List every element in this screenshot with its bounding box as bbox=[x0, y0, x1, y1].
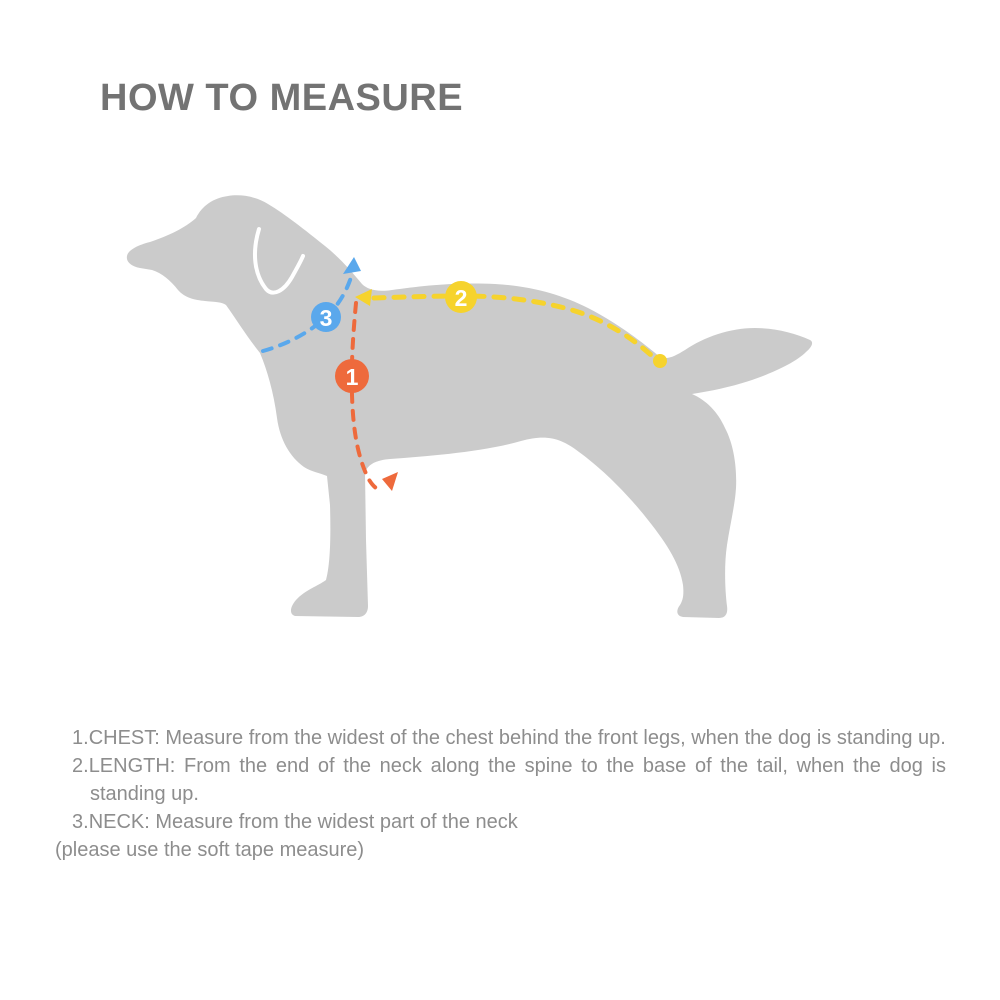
marker-chest-number: 1 bbox=[345, 364, 359, 390]
chest-measure-arrow-icon bbox=[382, 472, 398, 491]
instruction-text: LENGTH: From the end of the neck along the spine to the base of the tail, when the dog is standing up. bbox=[88, 755, 946, 805]
dog-silhouette bbox=[127, 195, 812, 618]
instruction-number: 2. bbox=[72, 755, 89, 777]
instruction-text: CHEST: Measure from the widest of the chest behind the front legs, when the dog is standing up. bbox=[88, 727, 946, 749]
instructions-note: (please use the soft tape measure) bbox=[55, 839, 365, 861]
instruction-item-chest bbox=[55, 724, 946, 752]
marker-length bbox=[445, 281, 477, 313]
instruction-item-length bbox=[55, 752, 946, 808]
page-title: HOW TO MEASURE bbox=[100, 77, 464, 119]
marker-chest bbox=[335, 359, 369, 393]
instruction-number: 3. bbox=[72, 811, 89, 833]
instruction-item-neck bbox=[55, 808, 946, 836]
instruction-text: NECK: Measure from the widest part of the neck bbox=[88, 811, 518, 833]
length-measure-endpoint bbox=[653, 354, 667, 368]
marker-length-number: 2 bbox=[454, 285, 468, 311]
marker-neck bbox=[311, 302, 341, 332]
instruction-number: 1. bbox=[72, 727, 89, 749]
marker-neck-number: 3 bbox=[319, 305, 333, 331]
instructions-list bbox=[55, 724, 946, 864]
